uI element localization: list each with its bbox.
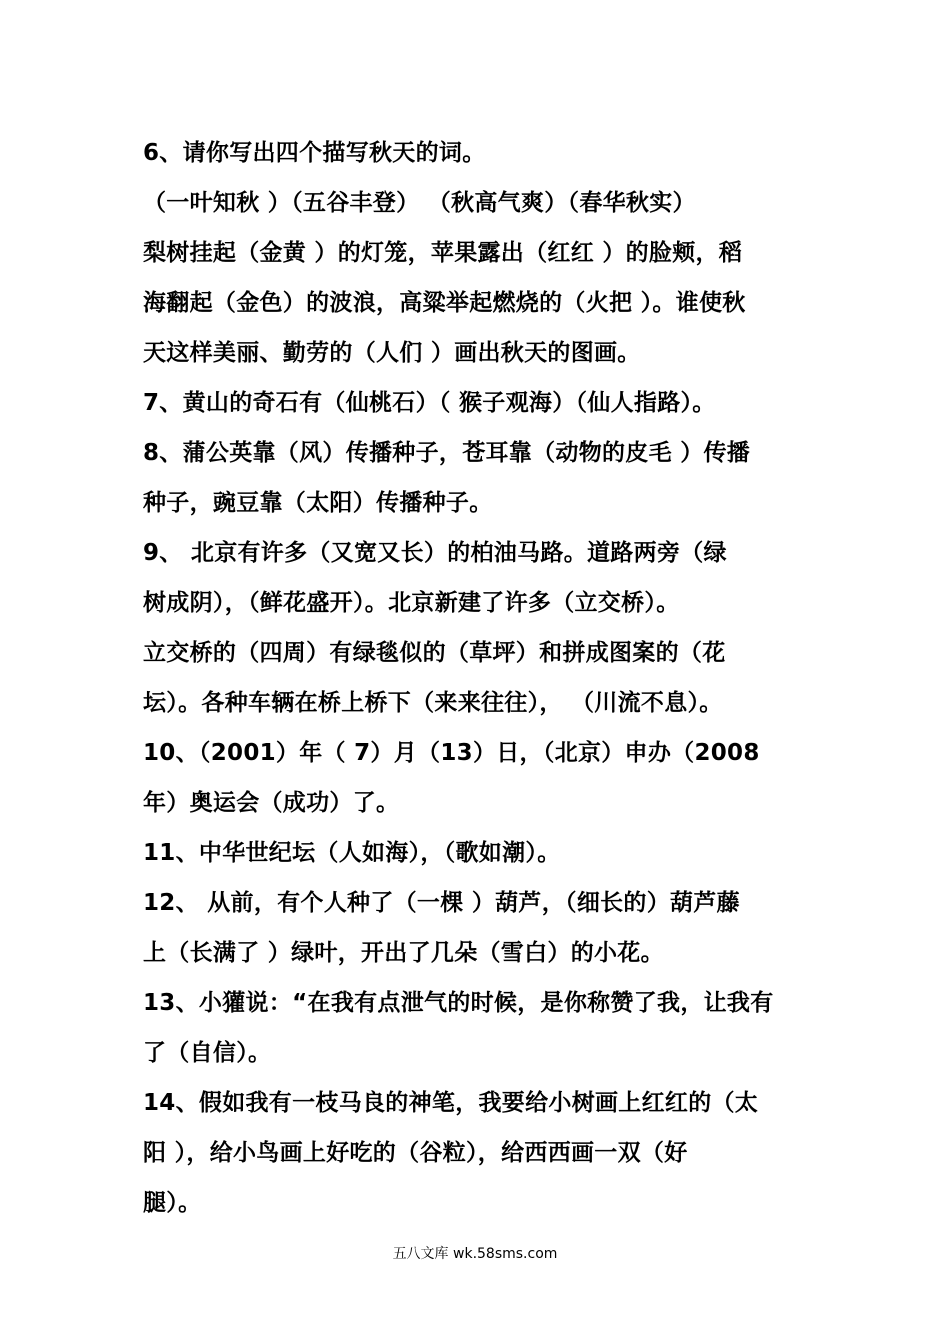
paragraph-line: 坛）。各种车辆在桥上桥下（来来往往）， （川流不息）。 — [143, 690, 723, 716]
paragraph-line: 天这样美丽、勤劳的（人们 ）画出秋天的图画。 — [143, 340, 641, 366]
paragraph-line: 立交桥的（四周）有绿毯似的（草坪）和拼成图案的（花 — [143, 640, 726, 666]
paragraph-line: 了（自信）。 — [143, 1040, 272, 1066]
paragraph-line: 树成阴），（鲜花盛开）。北京新建了许多（立交桥）。 — [143, 590, 680, 616]
question-10: 10、（2001）年（ 7）月（13）日，（北京）申办（2008 — [143, 740, 760, 766]
paragraph-line: 种子，豌豆靠（太阳）传播种子。 — [143, 490, 493, 516]
paragraph-line: 梨树挂起（金黄 ）的灯笼，苹果露出（红红 ）的脸颊，稻 — [143, 240, 743, 266]
question-12: 12、 从前，有个人种了（一棵 ）葫芦，（细长的）葫芦藤 — [143, 890, 740, 916]
question-9: 9、 北京有许多（又宽又长）的柏油马路。道路两旁（绿 — [143, 540, 727, 566]
paragraph-line: 上（长满了 ）绿叶，开出了几朵（雪白）的小花。 — [143, 940, 664, 966]
question-6-answer: （一叶知秋 ）（五谷丰登） （秋高气爽）（春华秋实） — [143, 190, 696, 216]
question-8: 8、蒲公英靠（风）传播种子，苍耳靠（动物的皮毛 ）传播 — [143, 440, 751, 466]
question-13: 13、小獾说：“在我有点泄气的时候，是你称赞了我，让我有 — [143, 990, 774, 1016]
paragraph-line: 海翻起（金色）的波浪，高粱举起燃烧的（火把 ）。谁使秋 — [143, 290, 746, 316]
paragraph-line: 阳 ），给小鸟画上好吃的（谷粒），给西西画一双（好 — [143, 1140, 688, 1166]
question-7: 7、黄山的奇石有（仙桃石）（ 猴子观海）（仙人指路）。 — [143, 390, 716, 416]
paragraph-line: 腿）。 — [143, 1190, 202, 1216]
footer-watermark: 五八文库 wk.58sms.com — [392, 1246, 558, 1262]
question-11: 11、中华世纪坛（人如海），（歌如潮）。 — [143, 840, 561, 866]
question-6-title: 6、请你写出四个描写秋天的词。 — [143, 140, 486, 166]
paragraph-line: 年）奥运会（成功）了。 — [143, 790, 400, 816]
question-14: 14、假如我有一枝马良的神笔，我要给小树画上红红的（太 — [143, 1090, 759, 1116]
